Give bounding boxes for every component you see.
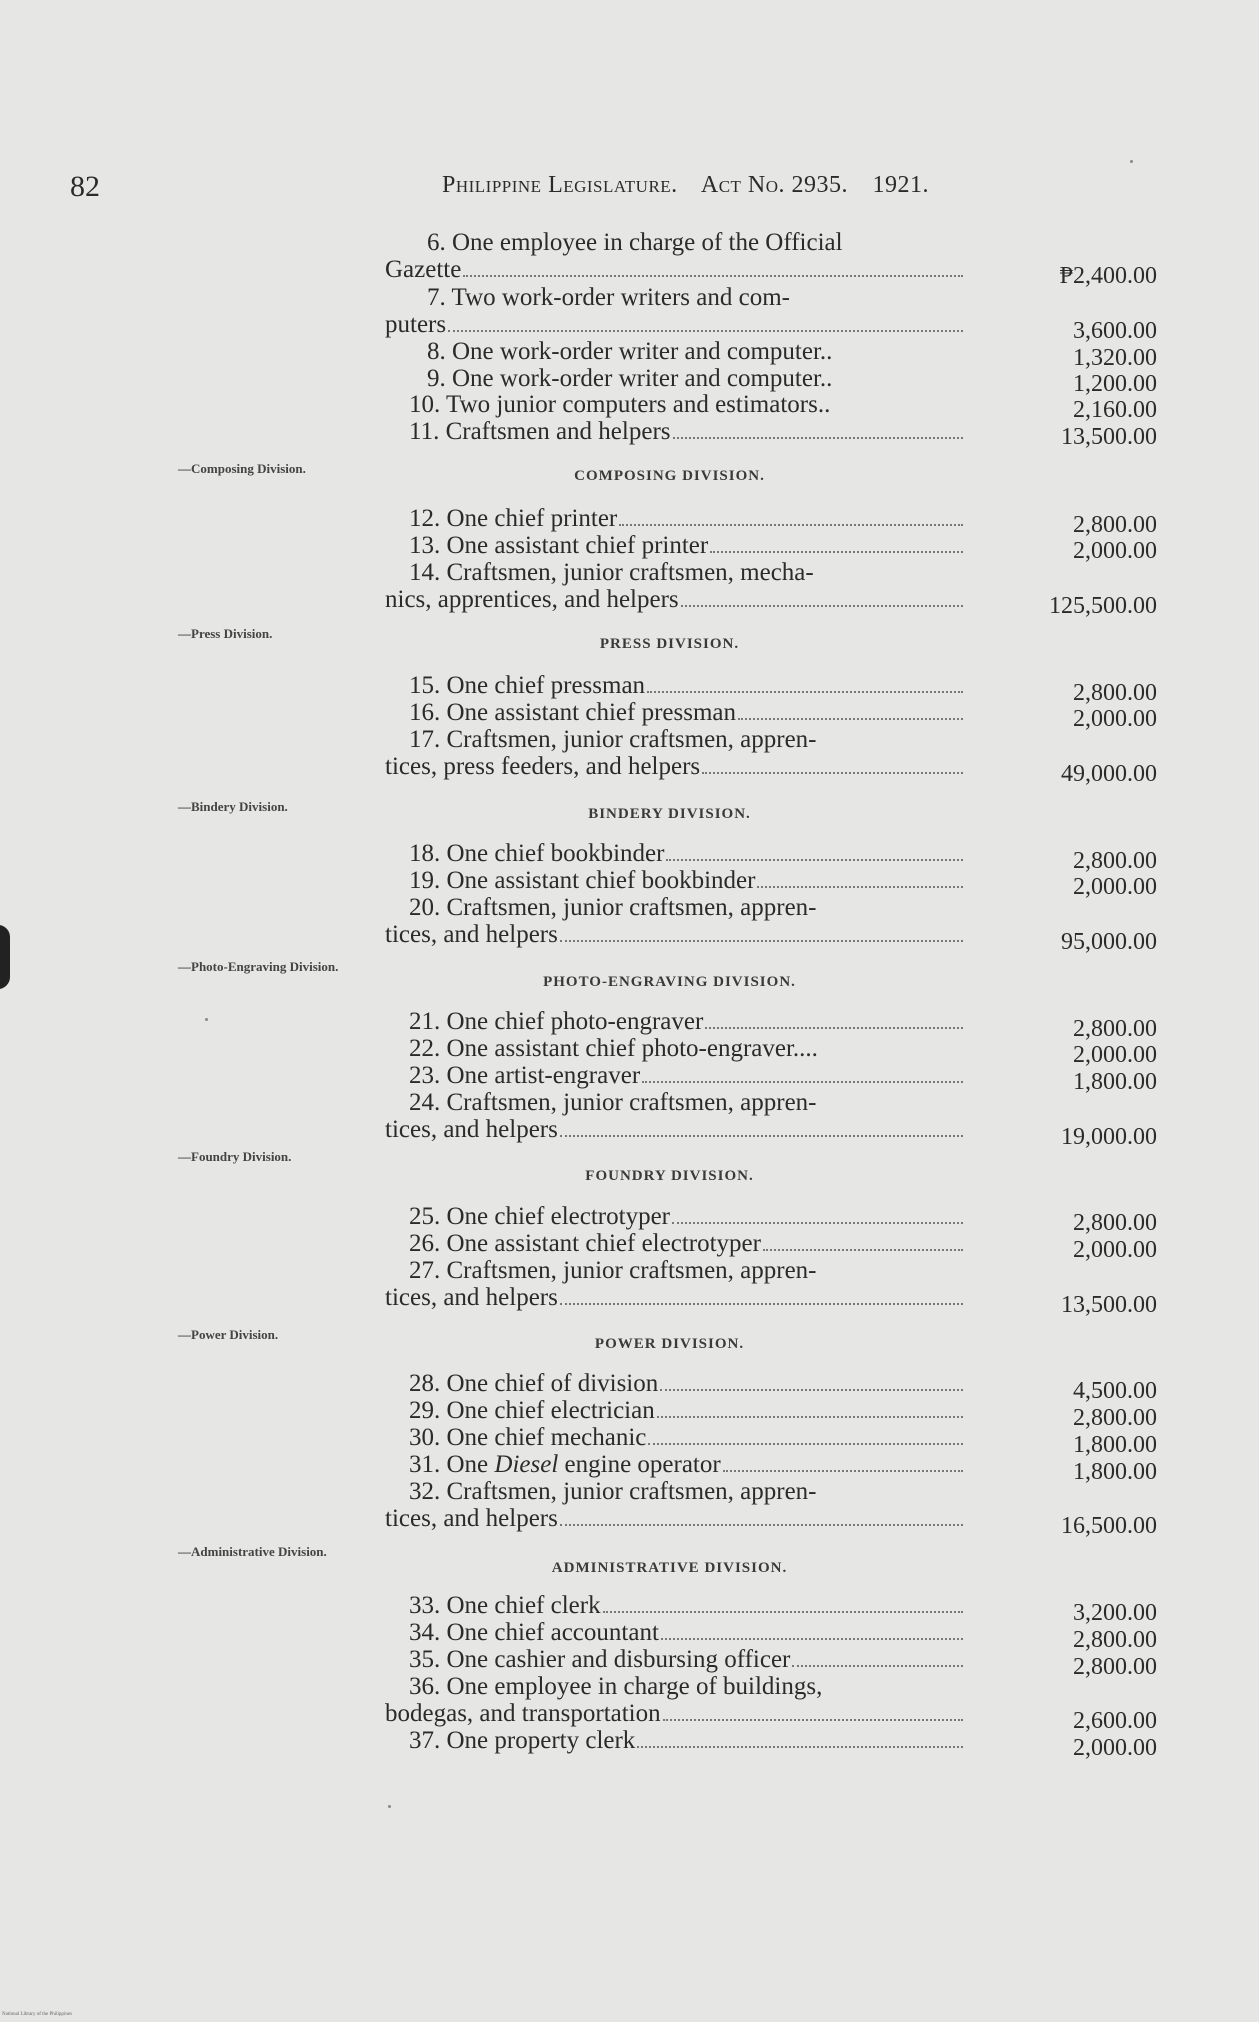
dot-leader xyxy=(660,1389,963,1391)
dot-leader xyxy=(702,772,963,774)
item-desc-cont: tices, and helpers xyxy=(385,1505,558,1532)
item-desc: 35. One cashier and disbursing officer xyxy=(409,1646,791,1673)
running-head-title: Philippine Legislature. xyxy=(442,172,678,198)
dot-leader xyxy=(642,1081,963,1083)
item-28 xyxy=(385,1370,965,1397)
dot-leader xyxy=(448,330,963,332)
item-desc: 19. One assistant chief bookbinder xyxy=(409,867,756,894)
item-25-amount: 2,800.00 xyxy=(1073,1210,1157,1236)
item-desc: 36. One employee in charge of buildings, xyxy=(409,1673,823,1700)
margin-note-foundry: —Foundry Division. xyxy=(178,1149,292,1164)
item-15-amount: 2,800.00 xyxy=(1073,680,1157,706)
item-desc: 13. One assistant chief printer xyxy=(409,532,709,559)
item-13 xyxy=(385,532,965,559)
item-27 xyxy=(385,1257,965,1311)
item-desc: 32. Craftsmen, junior craftsmen, appren- xyxy=(409,1478,817,1505)
margin-note-administrative: —Administrative Division. xyxy=(178,1544,327,1559)
item-29-amount: 2,800.00 xyxy=(1073,1405,1157,1431)
dot-leader xyxy=(619,524,963,526)
item-desc: 25. One chief electrotyper xyxy=(409,1203,670,1230)
item-desc-part: 31. One xyxy=(409,1451,495,1478)
item-35-amount: 2,800.00 xyxy=(1073,1654,1157,1680)
item-9-amount: 1,200.00 xyxy=(1073,371,1157,397)
item-12 xyxy=(385,505,965,532)
dot-leader xyxy=(603,1611,963,1613)
heading-foundry-division: FOUNDRY DIVISION. xyxy=(585,1168,754,1184)
heading-press-division: PRESS DIVISION. xyxy=(599,636,740,652)
heading-photo-engraving-division: PHOTO-ENGRAVING DIVISION. xyxy=(543,974,796,990)
item-10 xyxy=(385,391,965,418)
dot-leader xyxy=(757,886,963,888)
item-34-amount: 2,800.00 xyxy=(1073,1627,1157,1653)
item-30 xyxy=(385,1424,965,1451)
item-desc: 29. One chief electrician xyxy=(409,1397,655,1424)
scan-speck xyxy=(205,1018,208,1021)
page-number: 82 xyxy=(70,170,100,203)
item-6 xyxy=(385,229,965,283)
item-31-amount: 1,800.00 xyxy=(1073,1459,1157,1485)
item-desc xyxy=(409,1451,721,1478)
item-9 xyxy=(385,365,965,392)
heading-administrative-division: ADMINISTRATIVE DIVISION. xyxy=(551,1560,788,1576)
item-desc: 34. One chief accountant xyxy=(409,1619,659,1646)
item-desc: 8. One work-order writer and computer.. xyxy=(427,338,833,365)
item-desc: 28. One chief of division xyxy=(409,1370,659,1397)
item-11-amount: 13,500.00 xyxy=(1061,424,1157,450)
margin-note-bindery: —Bindery Division. xyxy=(178,799,288,814)
dot-leader xyxy=(710,551,963,553)
item-desc: 7. Two work-order writers and com- xyxy=(427,284,790,311)
item-desc: 15. One chief pressman xyxy=(409,672,646,699)
item-desc: 33. One chief clerk xyxy=(409,1592,601,1619)
dot-leader xyxy=(666,859,963,861)
scan-speck xyxy=(1130,160,1133,163)
item-16 xyxy=(385,699,965,726)
item-25 xyxy=(385,1203,965,1230)
item-22 xyxy=(385,1035,965,1062)
scan-speck xyxy=(388,1805,391,1808)
item-18 xyxy=(385,840,965,867)
item-7 xyxy=(385,284,965,338)
item-desc-cont: Gazette xyxy=(385,256,462,283)
item-33 xyxy=(385,1592,965,1619)
item-10-amount: 2,160.00 xyxy=(1073,397,1157,423)
item-36 xyxy=(385,1673,965,1727)
dot-leader xyxy=(672,1222,963,1224)
heading-composing-division: COMPOSING DIVISION. xyxy=(574,468,765,484)
item-desc: 22. One assistant chief photo-engraver.... xyxy=(409,1035,818,1062)
item-24 xyxy=(385,1089,965,1143)
heading-power-division: POWER DIVISION. xyxy=(594,1336,745,1352)
dot-leader xyxy=(463,275,963,277)
item-30-amount: 1,800.00 xyxy=(1073,1432,1157,1458)
item-desc: 21. One chief photo-engraver xyxy=(409,1008,704,1035)
item-desc: 14. Craftsmen, junior craftsmen, mecha- xyxy=(409,559,814,586)
item-desc: 20. Craftsmen, junior craftsmen, appren- xyxy=(409,894,817,921)
item-desc: 37. One property clerk xyxy=(409,1727,636,1754)
item-desc-cont: tices, and helpers xyxy=(385,1116,558,1143)
item-15 xyxy=(385,672,965,699)
item-desc-cont: bodegas, and transportation xyxy=(385,1700,661,1727)
item-37 xyxy=(385,1727,965,1754)
item-desc: 24. Craftsmen, junior craftsmen, appren- xyxy=(409,1089,817,1116)
item-desc: 30. One chief mechanic xyxy=(409,1424,647,1451)
item-desc-cont: tices, and helpers xyxy=(385,921,558,948)
item-16-amount: 2,000.00 xyxy=(1073,706,1157,732)
item-18-amount: 2,800.00 xyxy=(1073,848,1157,874)
item-21 xyxy=(385,1008,965,1035)
item-desc-cont: tices, and helpers xyxy=(385,1284,558,1311)
item-32-amount: 16,500.00 xyxy=(1061,1513,1157,1539)
dot-leader xyxy=(647,691,963,693)
item-6-amount: ₱2,400.00 xyxy=(1059,263,1157,289)
item-14 xyxy=(385,559,965,613)
item-33-amount: 3,200.00 xyxy=(1073,1600,1157,1626)
item-desc-part: engine operator xyxy=(558,1451,721,1478)
dot-leader xyxy=(663,1719,963,1721)
dot-leader xyxy=(763,1249,963,1251)
dot-leader xyxy=(705,1027,963,1029)
item-13-amount: 2,000.00 xyxy=(1073,538,1157,564)
item-desc: 10. Two junior computers and estimators.. xyxy=(409,391,831,418)
running-head-year: 1921. xyxy=(872,172,930,198)
item-19-amount: 2,000.00 xyxy=(1073,874,1157,900)
item-desc: 23. One artist-engraver xyxy=(409,1062,641,1089)
item-23 xyxy=(385,1062,965,1089)
item-desc-cont: nics, apprentices, and helpers xyxy=(385,586,679,613)
item-19 xyxy=(385,867,965,894)
item-17 xyxy=(385,726,965,780)
item-32 xyxy=(385,1478,965,1532)
item-desc: 27. Craftsmen, junior craftsmen, appren- xyxy=(409,1257,817,1284)
dot-leader xyxy=(723,1470,963,1472)
item-23-amount: 1,800.00 xyxy=(1073,1069,1157,1095)
dot-leader xyxy=(657,1416,963,1418)
item-7-amount: 3,600.00 xyxy=(1073,318,1157,344)
item-35 xyxy=(385,1646,965,1673)
item-8 xyxy=(385,338,965,365)
item-14-amount: 125,500.00 xyxy=(1049,593,1157,619)
margin-note-photo-engraving: —Photo-Engraving Division. xyxy=(178,959,339,974)
dot-leader xyxy=(738,718,963,720)
dot-leader xyxy=(560,1135,963,1137)
running-head xyxy=(442,172,947,199)
dot-leader xyxy=(792,1665,963,1667)
item-desc: 9. One work-order writer and computer.. xyxy=(427,365,833,392)
scan-edge-shadow xyxy=(0,925,10,989)
item-24-amount: 19,000.00 xyxy=(1061,1124,1157,1150)
margin-note-press: —Press Division. xyxy=(178,626,273,641)
dot-leader xyxy=(560,1303,963,1305)
dot-leader xyxy=(637,1746,963,1748)
heading-bindery-division: BINDERY DIVISION. xyxy=(588,806,751,822)
item-desc: 16. One assistant chief pressman xyxy=(409,699,737,726)
dot-leader xyxy=(560,1524,963,1526)
margin-note-composing: —Composing Division. xyxy=(178,461,306,476)
item-26 xyxy=(385,1230,965,1257)
item-desc: 26. One assistant chief electrotyper xyxy=(409,1230,761,1257)
item-37-amount: 2,000.00 xyxy=(1073,1735,1157,1761)
item-desc: 18. One chief bookbinder xyxy=(409,840,665,867)
item-desc: 12. One chief printer xyxy=(409,505,618,532)
dot-leader xyxy=(648,1443,963,1445)
item-36-amount: 2,600.00 xyxy=(1073,1708,1157,1734)
item-21-amount: 2,800.00 xyxy=(1073,1016,1157,1042)
dot-leader xyxy=(673,437,964,439)
item-desc: 6. One employee in charge of the Official xyxy=(427,229,843,256)
item-desc: 17. Craftsmen, junior craftsmen, appren- xyxy=(409,726,817,753)
item-desc-italic: Diesel xyxy=(494,1451,559,1478)
item-12-amount: 2,800.00 xyxy=(1073,512,1157,538)
item-31 xyxy=(385,1451,965,1478)
item-desc: 11. Craftsmen and helpers xyxy=(409,418,671,445)
item-28-amount: 4,500.00 xyxy=(1073,1378,1157,1404)
running-head-act: Act No. 2935. xyxy=(700,172,849,198)
item-11 xyxy=(385,418,965,445)
footer-credit: National Library of the Philippines xyxy=(2,2012,72,2017)
item-20-amount: 95,000.00 xyxy=(1061,929,1157,955)
item-desc-cont: tices, press feeders, and helpers xyxy=(385,753,701,780)
dot-leader xyxy=(560,940,963,942)
item-22-amount: 2,000.00 xyxy=(1073,1042,1157,1068)
item-29 xyxy=(385,1397,965,1424)
item-17-amount: 49,000.00 xyxy=(1061,761,1157,787)
item-34 xyxy=(385,1619,965,1646)
margin-note-power: —Power Division. xyxy=(178,1327,279,1342)
dot-leader xyxy=(681,605,963,607)
item-20 xyxy=(385,894,965,948)
dot-leader xyxy=(661,1638,963,1640)
item-26-amount: 2,000.00 xyxy=(1073,1237,1157,1263)
item-desc-cont: puters xyxy=(385,311,447,338)
item-27-amount: 13,500.00 xyxy=(1061,1292,1157,1318)
item-8-amount: 1,320.00 xyxy=(1073,345,1157,371)
